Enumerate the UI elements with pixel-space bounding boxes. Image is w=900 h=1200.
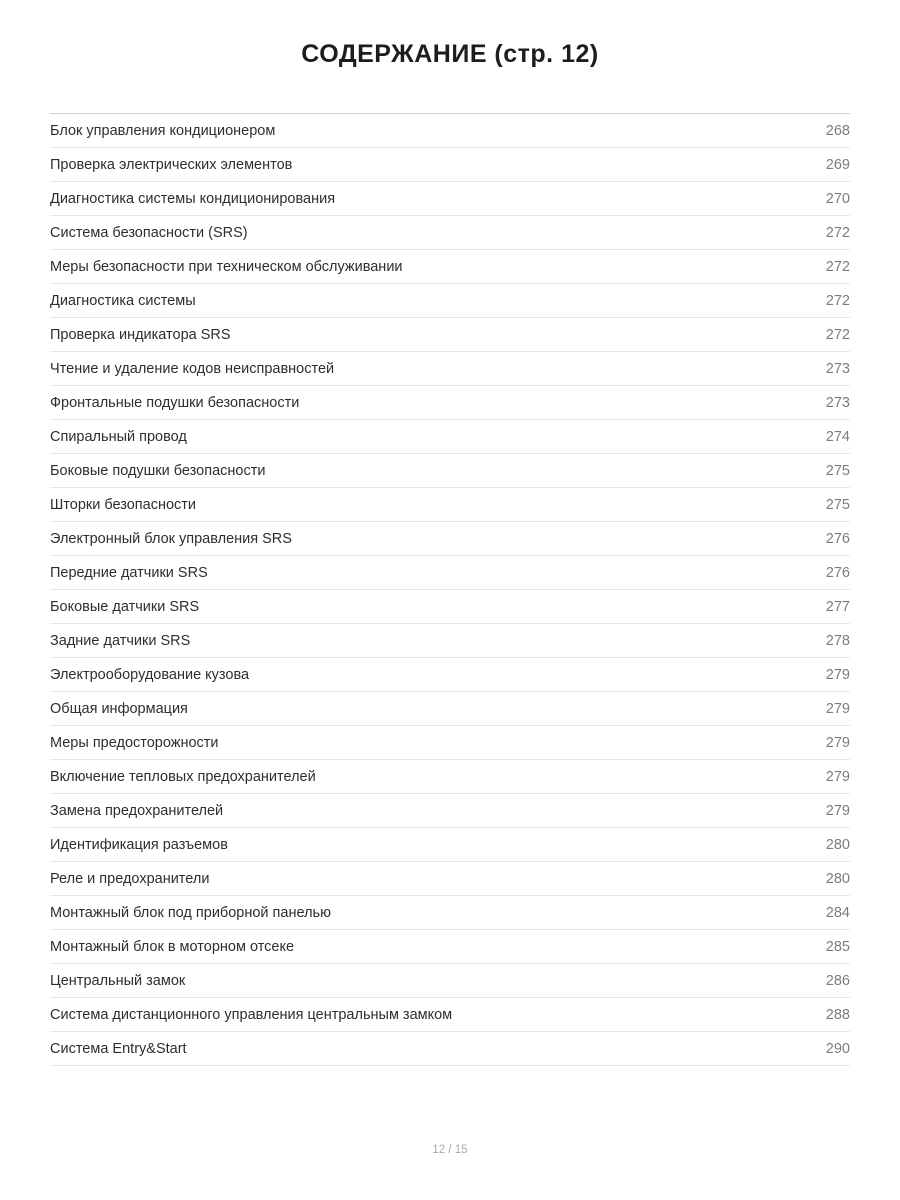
- toc-entry-page: 270: [825, 191, 850, 207]
- toc-entry-label: Центральный замок: [50, 973, 186, 989]
- toc-entry-label: Боковые датчики SRS: [50, 599, 200, 615]
- toc-entry-label: Общая информация: [50, 701, 188, 717]
- toc-entry[interactable]: [50, 1032, 850, 1066]
- toc-entry-page: 279: [825, 667, 850, 683]
- toc-entry[interactable]: [50, 522, 850, 556]
- toc-entry-page: 274: [825, 429, 850, 445]
- toc-entry[interactable]: [50, 250, 850, 284]
- toc-entry-label: Проверка электрических элементов: [50, 157, 293, 173]
- toc-entry-label: Диагностика системы: [50, 293, 196, 309]
- toc-entry-page: 279: [825, 735, 850, 751]
- toc-entry[interactable]: [50, 182, 850, 216]
- toc-entry-label: Спиральный провод: [50, 429, 187, 445]
- toc-entry-page: 280: [825, 837, 850, 853]
- toc-entry-page: 275: [825, 463, 850, 479]
- toc-entry-label: Замена предохранителей: [50, 803, 224, 819]
- toc-entry-page: 279: [825, 701, 850, 717]
- toc-entry[interactable]: [50, 148, 850, 182]
- toc-entry-label: Монтажный блок в моторном отсеке: [50, 939, 295, 955]
- toc-entry[interactable]: [50, 726, 850, 760]
- toc-entry[interactable]: [50, 692, 850, 726]
- toc-entry-label: Включение тепловых предохранителей: [50, 769, 316, 785]
- toc-entry-label: Меры безопасности при техническом обслуживании: [50, 259, 403, 275]
- toc-entry-label: Система дистанционного управления центральным замком: [50, 1007, 453, 1023]
- toc-entry-label: Электрооборудование кузова: [50, 667, 250, 683]
- toc-entry-page: 276: [825, 565, 850, 581]
- page-footer: 12 / 15: [432, 1144, 468, 1156]
- toc-entry[interactable]: [50, 216, 850, 250]
- toc-entry[interactable]: [50, 420, 850, 454]
- toc-entry-label: Реле и предохранители: [50, 871, 210, 887]
- toc-entry-page: 272: [825, 327, 850, 343]
- toc-entry-label: Диагностика системы кондиционирования: [50, 191, 336, 207]
- toc-entry-page: 290: [825, 1041, 850, 1057]
- toc-entry[interactable]: [50, 590, 850, 624]
- toc-entry-label: Монтажный блок под приборной панелью: [50, 905, 331, 921]
- toc-entry-label: Меры предосторожности: [50, 735, 219, 751]
- toc-entry[interactable]: [50, 828, 850, 862]
- toc-entry[interactable]: [50, 284, 850, 318]
- toc-entry-label: Боковые подушки безопасности: [50, 463, 266, 479]
- toc-entry-page: 280: [825, 871, 850, 887]
- toc-entry-label: Проверка индикатора SRS: [50, 327, 231, 343]
- toc-entry-page: 279: [825, 803, 850, 819]
- toc-entry[interactable]: [50, 454, 850, 488]
- toc-entry-label: Система безопасности (SRS): [50, 225, 248, 241]
- toc-entry-label: Передние датчики SRS: [50, 565, 208, 581]
- toc-entry-label: Блок управления кондиционером: [50, 123, 276, 139]
- toc-entry[interactable]: [50, 658, 850, 692]
- toc-entry-page: 272: [825, 259, 850, 275]
- toc-entry-label: Идентификация разъемов: [50, 837, 228, 853]
- toc-entry-label: Фронтальные подушки безопасности: [50, 395, 300, 411]
- toc-entry[interactable]: [50, 896, 850, 930]
- toc-entry-page: 276: [825, 531, 850, 547]
- toc-entry[interactable]: [50, 556, 850, 590]
- toc-entry-page: 275: [825, 497, 850, 513]
- toc-entry-page: 272: [825, 293, 850, 309]
- toc-entry[interactable]: [50, 930, 850, 964]
- toc-entry-page: 273: [825, 361, 850, 377]
- toc-entry[interactable]: [50, 386, 850, 420]
- toc-entry-page: 286: [825, 973, 850, 989]
- toc-entry-page: 277: [825, 599, 850, 615]
- toc-entry[interactable]: [50, 352, 850, 386]
- toc-entry-page: 285: [825, 939, 850, 955]
- toc-entry[interactable]: [50, 624, 850, 658]
- toc-entry-page: 284: [825, 905, 850, 921]
- toc-entry-page: 269: [825, 157, 850, 173]
- toc-entry-label: Шторки безопасности: [50, 497, 197, 513]
- toc-entry-page: 272: [825, 225, 850, 241]
- toc-entry[interactable]: [50, 998, 850, 1032]
- toc-entry-label: Чтение и удаление кодов неисправностей: [50, 361, 335, 377]
- toc-entry-label: Задние датчики SRS: [50, 633, 191, 649]
- toc-entry-label: Система Entry&Start: [50, 1041, 187, 1057]
- toc-entry[interactable]: [50, 760, 850, 794]
- page-title: СОДЕРЖАНИЕ (стр. 12): [301, 40, 599, 68]
- toc-entry[interactable]: [50, 114, 850, 148]
- table-of-contents: [50, 114, 850, 1066]
- toc-entry[interactable]: [50, 862, 850, 896]
- toc-entry-label: Электронный блок управления SRS: [50, 531, 292, 547]
- toc-entry-page: 273: [825, 395, 850, 411]
- toc-entry-page: 288: [825, 1007, 850, 1023]
- toc-entry-page: 278: [825, 633, 850, 649]
- toc-entry[interactable]: [50, 318, 850, 352]
- toc-entry-page: 279: [825, 769, 850, 785]
- toc-entry-page: 268: [825, 123, 850, 139]
- toc-entry[interactable]: [50, 488, 850, 522]
- toc-entry[interactable]: [50, 964, 850, 998]
- toc-entry[interactable]: [50, 794, 850, 828]
